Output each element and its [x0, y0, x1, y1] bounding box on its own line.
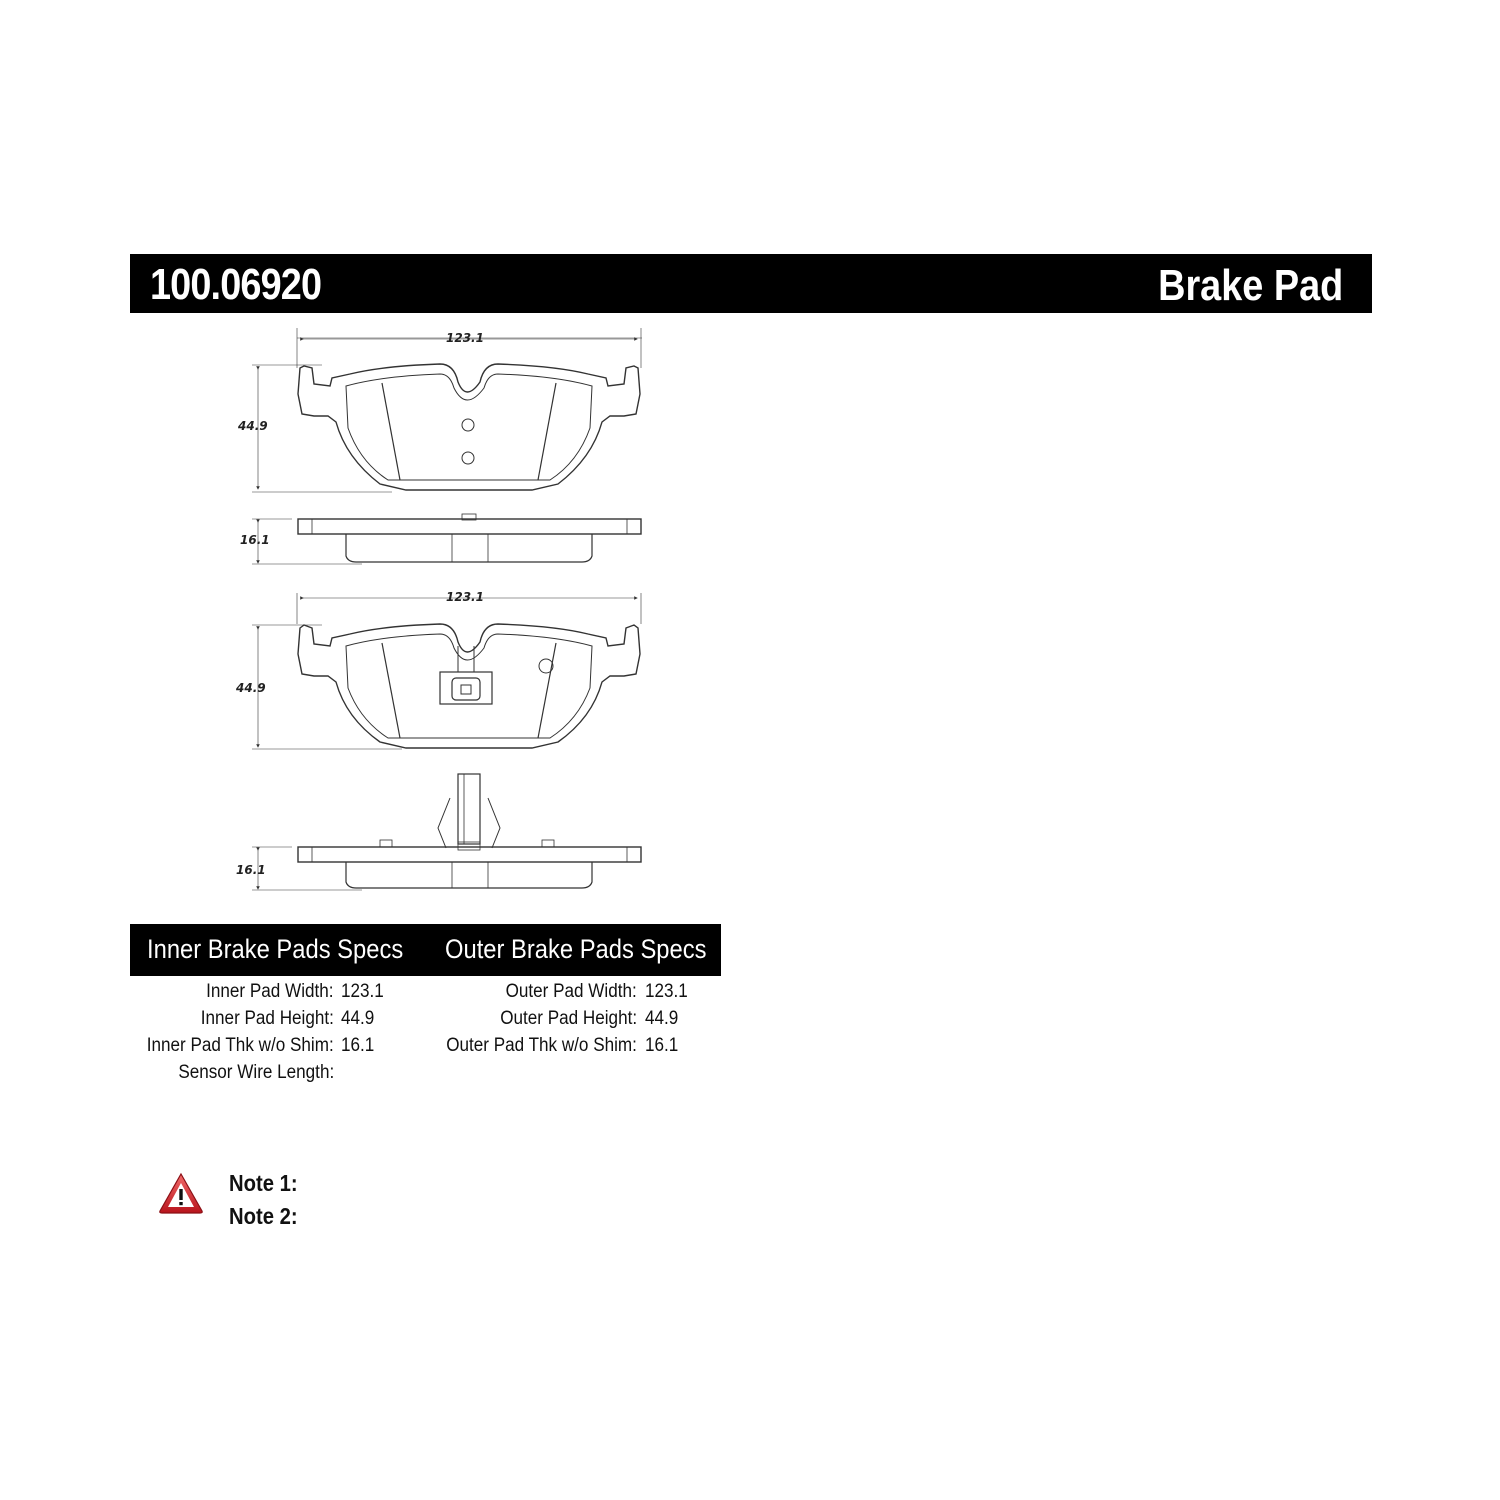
- outer-pad-height-row: [0, 1005, 637, 1032]
- spec-label: Inner Pad Height:: [200, 1008, 334, 1029]
- sensor-wire-length-row: [0, 1059, 334, 1086]
- spec-value: 16.1: [645, 1035, 679, 1056]
- spec-label: Inner Pad Width:: [206, 981, 334, 1002]
- spec-value: 123.1: [341, 981, 384, 1002]
- part-number: 100.06920: [150, 260, 322, 309]
- product-type: Brake Pad: [1157, 261, 1343, 310]
- brake-pad-diagram: [232, 328, 642, 918]
- note-2: Note 2:: [229, 1203, 298, 1229]
- outer-height-dim: 44.9: [236, 681, 266, 695]
- warning-triangle-icon: [158, 1172, 204, 1214]
- inner-height-dim: 44.9: [238, 419, 268, 433]
- inner-specs-title: Inner Brake Pads Specs: [147, 934, 404, 964]
- inner-thk-dim: 16.1: [240, 533, 270, 547]
- brake-pad-drawing: [232, 328, 642, 918]
- spec-value: 44.9: [645, 1008, 679, 1029]
- spec-label: Sensor Wire Length:: [178, 1062, 334, 1083]
- outer-width-dim: 123.1: [446, 590, 484, 604]
- outer-specs-title: Outer Brake Pads Specs: [445, 934, 707, 964]
- spec-label: Outer Pad Width:: [505, 981, 637, 1002]
- spec-value: 123.1: [645, 981, 688, 1002]
- spec-value: 44.9: [341, 1008, 375, 1029]
- spec-label: Outer Pad Thk w/o Shim:: [446, 1035, 637, 1056]
- outer-thk-dim: 16.1: [236, 863, 266, 877]
- spec-value: 16.1: [341, 1035, 375, 1056]
- spec-label: Inner Pad Thk w/o Shim:: [147, 1035, 334, 1056]
- note-1: Note 1:: [229, 1170, 298, 1196]
- outer-pad-width-row: [0, 978, 637, 1005]
- inner-width-dim: 123.1: [446, 331, 484, 345]
- outer-pad-thk-row: [0, 1032, 637, 1059]
- spec-label: Outer Pad Height:: [500, 1008, 637, 1029]
